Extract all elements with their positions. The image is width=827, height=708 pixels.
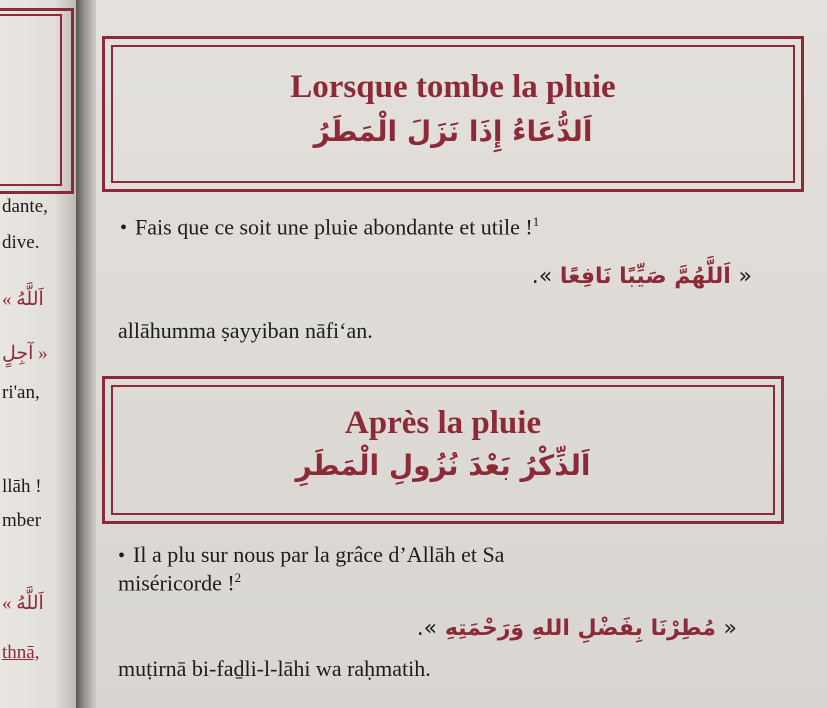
section2-supplication-line2 xyxy=(118,570,241,596)
left-fragment: « اَللَّهُ xyxy=(2,289,44,310)
section2-transliteration: muṭirnā bi-faḏli-l-lāhi wa raḥmatih. xyxy=(118,656,431,681)
left-fragment: ri'an, xyxy=(2,382,40,403)
section1-arabic-supplication xyxy=(532,264,752,289)
section1-title-frame-inner xyxy=(111,45,795,183)
section1-transliteration: allāhumma ṣayyiban nāfi‘an. xyxy=(118,318,373,343)
right-page xyxy=(96,0,827,708)
quote-close: ». xyxy=(416,616,438,641)
left-page xyxy=(0,0,78,708)
left-fragment: thnā, xyxy=(2,642,40,663)
section1-supplication xyxy=(120,214,539,240)
left-fragment: llāh ! xyxy=(2,476,42,497)
bullet: • xyxy=(118,545,126,567)
left-fragment: dive. xyxy=(2,232,40,253)
section2-supplication-line1 xyxy=(118,542,504,568)
left-title-frame-inner xyxy=(0,14,62,186)
left-fragment: آجِلٍ » xyxy=(2,343,48,364)
section2-title-frame xyxy=(102,376,784,524)
section2-supplication-text-2: miséricorde ! xyxy=(118,570,235,596)
quote-close: ». xyxy=(531,264,553,289)
left-fragment: dante, xyxy=(2,196,48,217)
section2-arabic-text: مُطِرْنَا بِفَضْلِ اللهِ وَرَحْمَتِهِ xyxy=(444,616,716,641)
section1-title-frame xyxy=(102,36,804,192)
section1-arabic-title: اَلدُّعَاءُ إِذَا نَزَلَ الْمَطَرُ xyxy=(313,115,593,148)
section1-arabic-text: اَللَّهُمَّ صَيِّبًا نَافِعًا xyxy=(559,264,731,289)
section2-arabic-supplication xyxy=(417,616,737,641)
quote-open: « xyxy=(738,264,752,289)
section1-supplication-text: Fais que ce soit une pluie abondante et utile ! xyxy=(135,214,533,240)
book-gutter xyxy=(76,0,98,708)
section2-arabic-title: اَلذِّكْرُ بَعْدَ نُزُولِ الْمَطَرِ xyxy=(295,449,591,482)
section2-supplication-text: Il a plu sur nous par la grâce d’Allāh et Sa xyxy=(133,542,505,567)
footnote-marker: 2 xyxy=(234,570,242,585)
left-fragment: mber xyxy=(2,510,42,531)
left-fragment: « اَللَّهُ xyxy=(2,593,44,614)
section1-title: Lorsque tombe la pluie xyxy=(290,69,616,105)
bullet: • xyxy=(120,217,128,240)
footnote-marker: 1 xyxy=(532,214,540,229)
quote-open: « xyxy=(723,616,737,641)
section2-title: Après la pluie xyxy=(344,405,542,441)
